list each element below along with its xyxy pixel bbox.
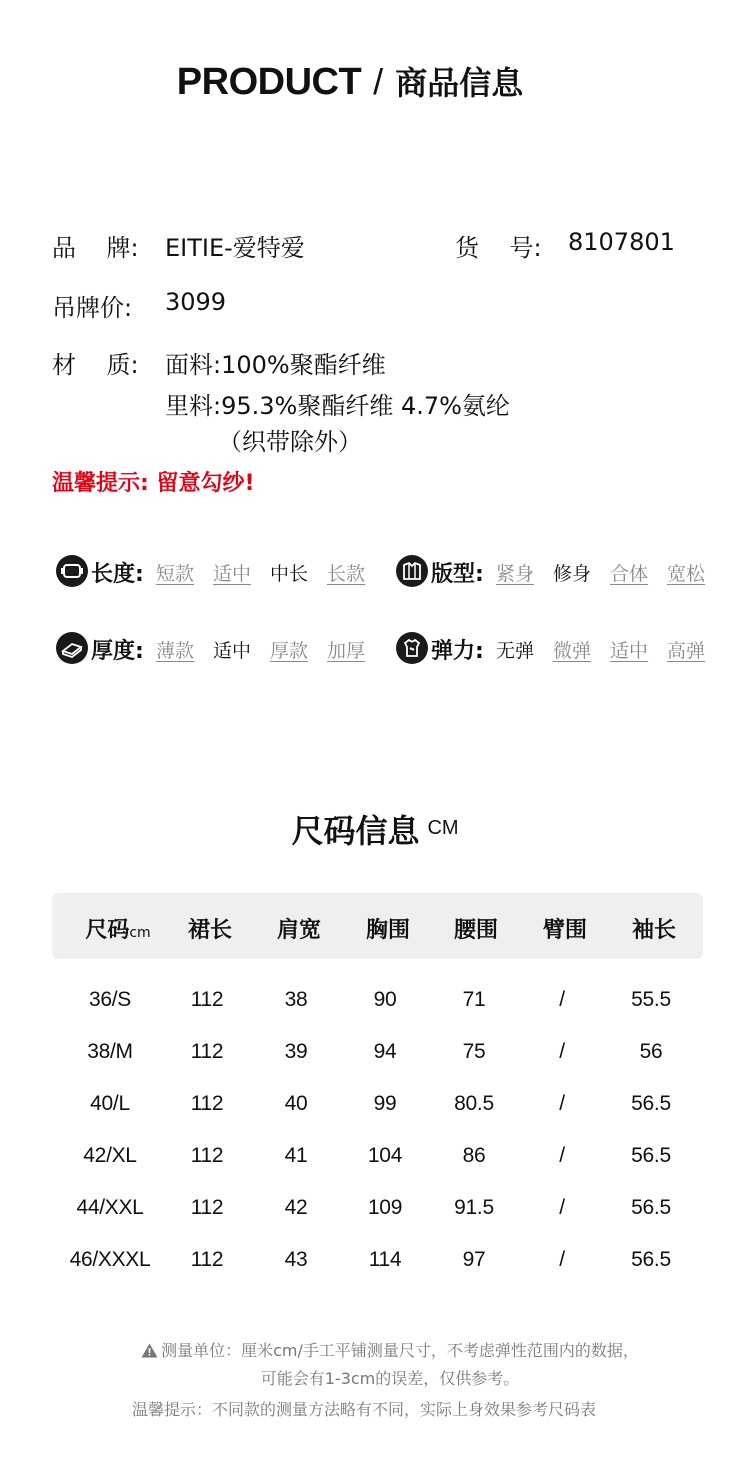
option-long: 长款 xyxy=(327,563,366,585)
note-line-3: 温馨提示：不同款的测量方法略有不同，实际上身效果参考尺码表 xyxy=(131,1400,596,1419)
cell-bust: 114 xyxy=(368,1248,402,1271)
cell-sleeve: 56.5 xyxy=(631,1144,671,1167)
table-row xyxy=(0,988,750,1018)
option-slight-stretch: 微弹 xyxy=(553,640,592,662)
option-no-stretch-selected: 无弹 xyxy=(496,640,535,662)
cell-arm: / xyxy=(559,1248,565,1271)
cell-shoulder: 38 xyxy=(284,988,308,1011)
cell-size: 44/XXL xyxy=(76,1196,144,1219)
cell-sleeve: 56.5 xyxy=(631,1196,671,1219)
option-medium: 适中 xyxy=(213,563,252,585)
header-cn: 商品信息 xyxy=(395,64,524,102)
cell-size: 42/XL xyxy=(83,1144,137,1167)
material-note: （织带除外） xyxy=(218,428,362,456)
cell-sleeve: 56.5 xyxy=(631,1248,671,1271)
option-thin: 薄款 xyxy=(156,640,195,662)
table-row xyxy=(0,1040,750,1070)
table-row xyxy=(0,1144,750,1174)
cell-skirt-length: 112 xyxy=(190,1196,224,1219)
brand-label: 品 牌: xyxy=(52,234,139,262)
option-medium-selected: 适中 xyxy=(213,640,252,662)
cell-arm: / xyxy=(559,988,565,1011)
cell-waist: 86 xyxy=(462,1144,486,1167)
cell-shoulder: 41 xyxy=(284,1144,308,1167)
attribute-name: 弹力: xyxy=(431,639,484,664)
cell-shoulder: 39 xyxy=(284,1040,308,1063)
note-line-2: 可能会有1-3cm的误差，仅供参考。 xyxy=(260,1369,520,1388)
attribute-name: 厚度: xyxy=(91,639,144,664)
cell-sleeve: 56.5 xyxy=(631,1092,671,1115)
cell-arm: / xyxy=(559,1040,565,1063)
cell-bust: 104 xyxy=(367,1144,403,1167)
attribute-name: 长度: xyxy=(91,562,144,587)
material-lining: 里料:95.3%聚酯纤维 4.7%氨纶 xyxy=(165,392,510,420)
cell-shoulder: 42 xyxy=(284,1196,308,1219)
option-short: 短款 xyxy=(156,563,195,585)
cell-skirt-length: 112 xyxy=(190,988,224,1011)
snag-warning: 温馨提示: 留意勾纱! xyxy=(52,471,255,496)
attribute-options xyxy=(496,559,705,586)
brand-value: EITIE-爱特爱 xyxy=(165,234,305,262)
cell-bust: 90 xyxy=(373,988,397,1011)
cell-shoulder: 43 xyxy=(284,1248,308,1271)
cell-bust: 99 xyxy=(373,1092,397,1115)
cell-size: 46/XXXL xyxy=(69,1248,151,1271)
cell-bust: 94 xyxy=(373,1040,397,1063)
cell-bust: 109 xyxy=(367,1196,403,1219)
sku-label: 货 号: xyxy=(455,234,542,262)
cell-skirt-length: 112 xyxy=(190,1040,224,1063)
option-tight: 紧身 xyxy=(496,563,535,585)
thickness-icon xyxy=(56,632,88,664)
size-title: 尺码信息 xyxy=(291,812,420,850)
material-shell: 面料:100%聚酯纤维 xyxy=(165,351,386,379)
attribute-name: 版型: xyxy=(431,562,484,587)
cell-size: 38/M xyxy=(87,1040,133,1063)
elasticity-icon xyxy=(396,632,428,664)
sku-value: 8107801 xyxy=(568,228,675,256)
option-regular: 合体 xyxy=(610,563,649,585)
fit-icon xyxy=(396,555,428,587)
option-extra-thick: 加厚 xyxy=(327,640,366,662)
cell-size: 40/L xyxy=(90,1092,130,1115)
table-row xyxy=(0,1196,750,1226)
option-slim-selected: 修身 xyxy=(553,563,592,585)
price-label: 吊牌价: xyxy=(52,294,133,322)
attribute-options xyxy=(156,636,365,663)
note-line-1: 测量单位：厘米cm/手工平铺测量尺寸，不考虑弹性范围内的数据， xyxy=(161,1341,639,1360)
material-label: 材 质: xyxy=(52,351,139,379)
cell-waist: 75 xyxy=(462,1040,486,1063)
cell-skirt-length: 112 xyxy=(190,1248,224,1271)
table-row xyxy=(0,1092,750,1122)
product-info-header xyxy=(0,58,700,104)
header-bust: 胸围 xyxy=(365,918,411,943)
measurement-note xyxy=(0,1338,750,1361)
header-shoulder: 肩宽 xyxy=(276,918,322,943)
cell-skirt-length: 112 xyxy=(190,1092,224,1115)
header-arm: 臂围 xyxy=(542,918,588,943)
cell-arm: / xyxy=(559,1196,565,1219)
option-medium-stretch: 适中 xyxy=(610,640,649,662)
cell-shoulder: 40 xyxy=(284,1092,308,1115)
cell-skirt-length: 112 xyxy=(190,1144,224,1167)
cell-size: 36/S xyxy=(89,988,131,1011)
cell-sleeve: 56 xyxy=(639,1040,663,1063)
header-en: PRODUCT xyxy=(176,61,362,103)
option-high-stretch: 高弹 xyxy=(667,640,706,662)
cell-arm: / xyxy=(559,1144,565,1167)
header-waist: 腰围 xyxy=(453,918,499,943)
length-icon xyxy=(56,555,88,587)
size-table-header xyxy=(52,893,703,959)
option-thick: 厚款 xyxy=(270,640,309,662)
table-row xyxy=(0,1248,750,1278)
warning-icon xyxy=(141,1341,161,1360)
cell-sleeve: 55.5 xyxy=(631,988,671,1011)
attribute-options xyxy=(496,636,705,663)
attribute-options xyxy=(156,559,365,586)
cell-waist: 97 xyxy=(462,1248,486,1271)
size-unit: CM xyxy=(427,817,459,839)
header-sleeve: 袖长 xyxy=(631,918,677,943)
size-section-title xyxy=(0,806,750,852)
header-separator: / xyxy=(373,61,384,102)
option-midlength-selected: 中长 xyxy=(270,563,309,585)
header-size: 尺码cm xyxy=(85,918,151,943)
header-skirt-length: 裙长 xyxy=(187,918,233,943)
price-value: 3099 xyxy=(165,288,227,316)
cell-waist: 80.5 xyxy=(454,1092,494,1115)
option-loose: 宽松 xyxy=(667,563,706,585)
cell-waist: 71 xyxy=(462,988,486,1011)
cell-arm: / xyxy=(559,1092,565,1115)
cell-waist: 91.5 xyxy=(454,1196,494,1219)
